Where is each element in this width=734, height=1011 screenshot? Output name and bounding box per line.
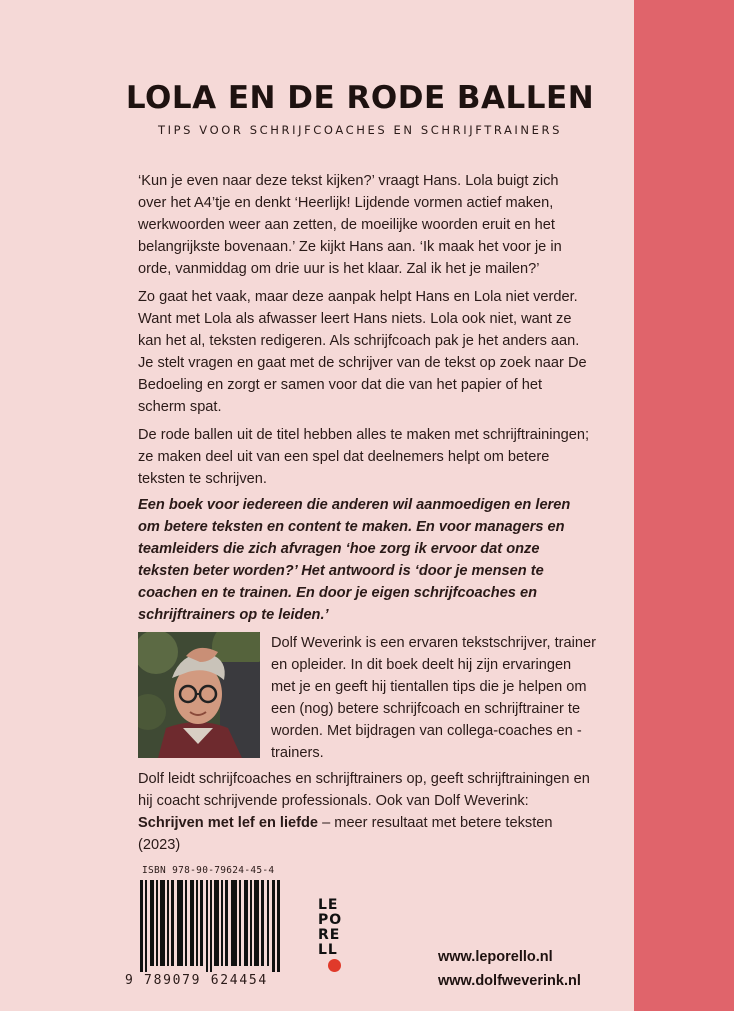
isbn-label: ISBN 978-90-79624-45-4 [142, 865, 275, 876]
logo-line: LE [318, 897, 339, 913]
barcode-number: 9 789079 624454 [125, 973, 268, 988]
book-title: LOLA EN DE RODE BALLEN [125, 80, 595, 116]
publisher-url[interactable]: www.leporello.nl [438, 949, 553, 965]
logo-dot-icon [328, 959, 341, 972]
blurb-paragraph-2: Zo gaat het vaak, maar deze aanpak helpt Hans en Lola niet verder. Want met Lola als afwasser leert Hans niets. Lola ook niet, want ze kan het al, teksten redigeren. Als schrijfcoach pak je het anders aan. Je stelt vragen en gaat met de schrijver van de tekst op zoek naar De Bedoeling en zorgt er samen voor dat die van het papier of het scherm spat. [138, 289, 587, 415]
author-photo [138, 632, 260, 758]
other-book-title: Schrijven met lef en liefde [138, 815, 319, 831]
logo-line: PO [318, 912, 343, 928]
author-bio: Dolf Weverink is een ervaren tekstschrijver, trainer en opleider. In dit boek deelt hij zijn ervaringen met je en geeft hij tientallen tips die je helpen om een (nog) betere schrijfcoach en schrijftrainer te worden. Met bijdragen van collega-coaches en -trainers. [271, 635, 596, 761]
author-other-books: Dolf leidt schrijfcoaches en schrijftrainers op, geeft schrijftrainingen en hij coacht schrijvende professionals. Ook van Dolf Weverink: Schrijven met lef en liefde – meer resultaat met betere teksten (2023) [138, 771, 590, 853]
logo-line: LL [318, 942, 338, 958]
author-url[interactable]: www.dolfweverink.nl [438, 973, 581, 989]
logo-line: RE [318, 927, 341, 943]
blurb-highlight: Een boek voor iedereen die anderen wil aanmoedigen en leren om betere teksten en content te maken. En voor managers en teamleiders die zich afvragen ‘hoe zorg ik ervoor dat onze teksten beter worden?’ Het antwoord is ‘door je mensen te coachen en te trainen. En door je eigen schrijfcoaches en schrijftrainers op te leiden.’ [138, 497, 571, 623]
publisher-logo [318, 898, 352, 972]
book-subtitle: TIPS VOOR SCHRIJFCOACHES EN SCHRIJFTRAINERS [158, 123, 562, 137]
blurb-paragraph-1: ‘Kun je even naar deze tekst kijken?’ vraagt Hans. Lola buigt zich over het A4’tje en denkt ‘Heerlijk! Lijdende vormen actief maken, werkwoorden weer aan zetten, de moeilijke woorden eruit en het belangrijkste bovenaan.’ Ze kijkt Hans aan. ‘Ik maak het voor je in orde, vanmiddag om drie uur is het klaar. Zal ik het je mailen?’ [138, 173, 562, 277]
blurb-paragraph-3: De rode ballen uit de titel hebben alles te maken met schrijftrainingen; ze maken deel uit van een spel dat deelnemers helpt om betere teksten te schrijven. [138, 427, 590, 487]
cover-spine [634, 0, 734, 1011]
barcode-icon [140, 880, 280, 972]
